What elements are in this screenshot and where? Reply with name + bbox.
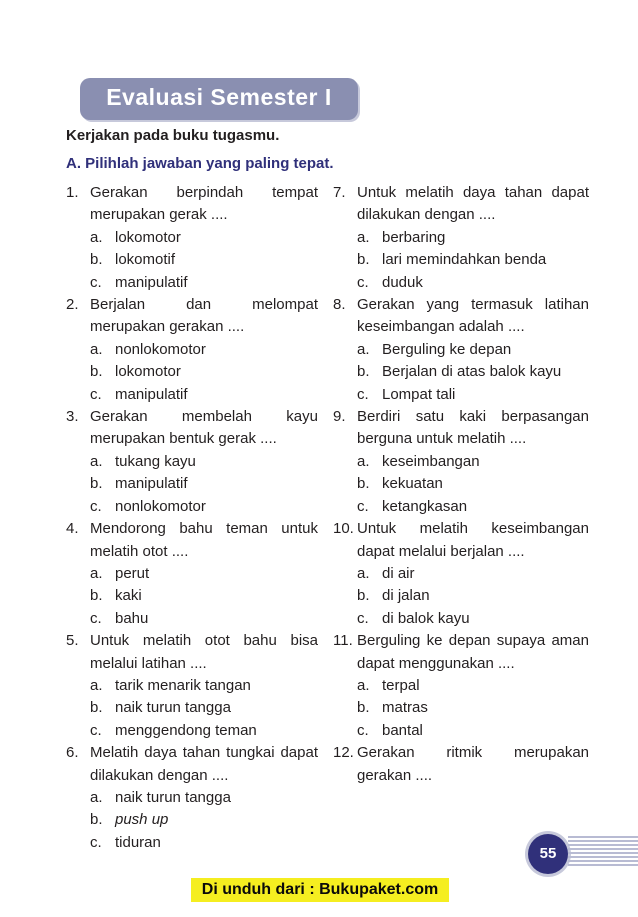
option-text: di air [382, 564, 415, 582]
answer-option [66, 249, 318, 271]
option-letter: c. [357, 497, 369, 515]
question-item [66, 742, 318, 787]
question-text: Mendorong bahu teman untuk melatih otot .... [90, 520, 318, 560]
option-text: lokomotor [115, 363, 181, 381]
option-text: nonlokomotor [115, 340, 206, 358]
option-letter: a. [357, 452, 370, 470]
question-text: Berdiri satu kaki berpasangan berguna untuk melatih .... [357, 408, 589, 448]
answer-option [66, 608, 318, 630]
option-letter: c. [90, 609, 102, 627]
banner-title: Evaluasi Semester I [106, 84, 332, 110]
option-text: tukang kayu [115, 452, 196, 470]
question-item [66, 182, 318, 227]
section-banner [80, 78, 358, 120]
option-letter: c. [90, 833, 102, 851]
section-title: A. Pilihlah jawaban yang paling tepat. [66, 155, 334, 172]
option-text: tarik menarik tangan [115, 676, 251, 694]
question-item [333, 182, 589, 227]
option-letter: a. [90, 228, 103, 246]
option-letter: b. [357, 587, 370, 605]
answer-option [333, 272, 589, 294]
question-text: Berjalan dan melompat merupakan gerakan .... [90, 296, 318, 336]
answer-option [66, 563, 318, 585]
answer-option [333, 585, 589, 607]
question-number: 3. [66, 408, 79, 426]
answer-option [66, 675, 318, 697]
option-text: Berjalan di atas balok kayu [382, 363, 562, 381]
question-number: 2. [66, 296, 79, 314]
answer-option [333, 339, 589, 361]
option-letter: b. [357, 251, 370, 269]
option-letter: a. [90, 340, 103, 358]
answer-option [333, 451, 589, 473]
option-letter: c. [357, 609, 369, 627]
option-letter: c. [357, 273, 369, 291]
answer-option [66, 697, 318, 719]
option-letter: a. [357, 564, 370, 582]
option-text: Berguling ke depan [382, 340, 512, 358]
option-text: tiduran [115, 833, 161, 851]
option-text: bantal [382, 721, 423, 739]
question-number: 1. [66, 184, 79, 201]
answer-option [66, 384, 318, 406]
option-letter: a. [90, 452, 103, 470]
answer-option [333, 227, 589, 249]
answer-option [66, 832, 318, 854]
option-text: lokomotif [115, 251, 176, 269]
option-text: menggendong teman [115, 721, 257, 739]
option-letter: a. [90, 788, 103, 806]
question-text: Berguling ke depan supaya aman dapat menggunakan .... [357, 632, 589, 672]
option-letter: c. [90, 273, 102, 291]
answer-option [66, 473, 318, 495]
question-item [66, 518, 318, 563]
option-letter: b. [357, 475, 370, 493]
download-source-banner: Di unduh dari : Bukupaket.com [191, 878, 449, 902]
answer-option [333, 720, 589, 742]
question-text: Untuk melatih keseimbangan dapat melalui berjalan .... [357, 520, 589, 560]
option-letter: b. [90, 811, 103, 829]
option-letter: a. [90, 564, 103, 582]
question-item [66, 294, 318, 339]
question-item [66, 406, 318, 451]
question-number: 11. [333, 632, 353, 650]
option-text: berbaring [382, 228, 446, 246]
answer-option [333, 608, 589, 630]
option-letter: b. [90, 363, 103, 381]
answer-option [333, 473, 589, 495]
page-number-badge: 55 [528, 834, 568, 874]
answer-option [66, 451, 318, 473]
question-text: Untuk melatih daya tahan dapat dilakukan dengan .... [357, 184, 589, 224]
answer-option [66, 339, 318, 361]
answer-option [66, 720, 318, 742]
answer-option [333, 675, 589, 697]
option-text: lari memindahkan benda [382, 251, 547, 269]
option-text: di balok kayu [382, 609, 470, 627]
option-letter: c. [90, 385, 102, 403]
option-text: kekuatan [382, 475, 443, 493]
option-letter: a. [357, 340, 370, 358]
option-letter: c. [357, 385, 369, 403]
question-text: Gerakan membelah kayu merupakan bentuk gerak .... [90, 408, 318, 448]
answer-option [66, 809, 318, 831]
option-text: lokomotor [115, 228, 181, 246]
question-number: 12. [333, 744, 354, 762]
question-item [333, 518, 589, 563]
option-text: naik turun tangga [115, 788, 231, 806]
option-text: terpal [382, 676, 420, 694]
option-letter: b. [357, 363, 370, 381]
option-text: ketangkasan [382, 497, 468, 515]
answer-option [66, 272, 318, 294]
question-item [333, 406, 589, 451]
option-text: naik turun tangga [115, 699, 231, 717]
question-number: 4. [66, 520, 79, 538]
question-number: 10. [333, 520, 354, 538]
question-text: Melatih daya tahan tungkai dapat dilakukan dengan .... [90, 744, 318, 784]
question-number: 7. [333, 184, 346, 201]
answer-option [333, 563, 589, 585]
questions-left-column [66, 182, 318, 854]
question-item [333, 294, 589, 339]
option-text: di jalan [382, 587, 430, 605]
answer-option [66, 787, 318, 809]
option-text: duduk [382, 273, 423, 291]
question-number: 8. [333, 296, 346, 314]
answer-option [66, 227, 318, 249]
option-text: bahu [115, 609, 149, 627]
question-text: Gerakan yang termasuk latihan keseimbangan adalah .... [357, 296, 589, 336]
answer-option [333, 249, 589, 271]
option-text: kaki [115, 587, 142, 605]
option-letter: b. [90, 587, 103, 605]
option-letter: b. [90, 699, 103, 717]
option-text: nonlokomotor [115, 497, 206, 515]
option-letter: b. [90, 475, 103, 493]
question-number: 6. [66, 744, 79, 762]
question-number: 9. [333, 408, 346, 426]
option-text: manipulatif [115, 385, 188, 403]
option-letter: b. [90, 251, 103, 269]
option-text: manipulatif [115, 273, 188, 291]
option-text: matras [382, 699, 428, 717]
answer-option [66, 496, 318, 518]
option-text: push up [115, 811, 169, 829]
instruction-text: Kerjakan pada buku tugasmu. [66, 127, 280, 144]
question-item [333, 742, 589, 787]
question-number: 5. [66, 632, 79, 650]
answer-option [333, 496, 589, 518]
option-letter: a. [90, 676, 103, 694]
option-letter: c. [90, 721, 102, 739]
questions-right-column [333, 182, 589, 787]
option-text: perut [115, 564, 150, 582]
option-text: Lompat tali [382, 385, 456, 403]
option-text: keseimbangan [382, 452, 480, 470]
answer-option [333, 384, 589, 406]
question-item [66, 630, 318, 675]
option-letter: b. [357, 699, 370, 717]
answer-option [333, 697, 589, 719]
option-letter: c. [90, 497, 102, 515]
question-text: Gerakan berpindah tempat merupakan gerak .... [90, 184, 318, 224]
answer-option [66, 585, 318, 607]
question-text: Gerakan ritmik merupakan gerakan .... [357, 744, 589, 784]
answer-option [333, 361, 589, 383]
question-text: Untuk melatih otot bahu bisa melalui latihan .... [90, 632, 318, 672]
decorative-stripes [568, 836, 638, 872]
option-letter: c. [357, 721, 369, 739]
option-letter: a. [357, 228, 370, 246]
option-letter: a. [357, 676, 370, 694]
answer-option [66, 361, 318, 383]
option-text: manipulatif [115, 475, 188, 493]
question-item [333, 630, 589, 675]
